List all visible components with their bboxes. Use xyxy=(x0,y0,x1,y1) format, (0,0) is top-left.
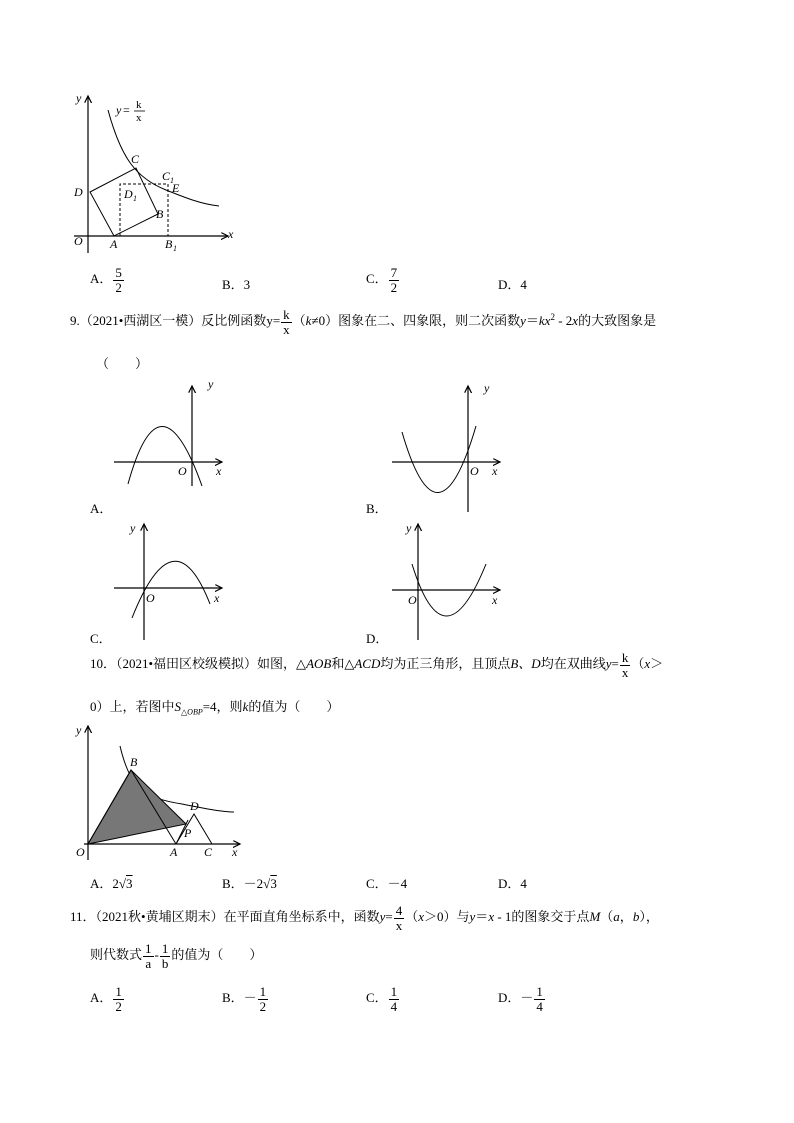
q11-option-d[interactable]: D．－ $\frac{1}{4}$ xyxy=(498,984,543,1014)
svg-text:A: A xyxy=(170,845,178,859)
q9-option-b[interactable]: B． xyxy=(366,501,388,516)
q8-pt-D: D xyxy=(74,185,83,199)
q8-curve-k: k xyxy=(136,99,142,111)
q10-option-c[interactable]: C．－4 xyxy=(366,876,408,891)
q9-graph-d xyxy=(388,518,518,642)
q9-option-a[interactable]: A． xyxy=(90,501,113,516)
q8-pt-D1: D xyxy=(124,187,133,201)
q8-pt-B1-sub: 1 xyxy=(173,244,177,253)
q9-number: 9. xyxy=(70,313,80,329)
q9-option-c[interactable]: C． xyxy=(90,631,112,646)
q8-option-a[interactable] xyxy=(90,266,125,294)
svg-text:C: C xyxy=(204,845,213,859)
q8-pt-E: E xyxy=(172,181,180,195)
q9-b-parabola xyxy=(402,426,476,493)
q10-triangle-acd xyxy=(176,814,212,844)
sqrt-icon: √ xyxy=(263,876,271,891)
q11-frac-1a: $\frac{1}{a}$ xyxy=(145,941,152,971)
svg-text:y: y xyxy=(76,723,82,737)
q10-option-d[interactable]: D．4 xyxy=(498,876,527,891)
q8-option-b[interactable]: B．3 xyxy=(222,277,251,292)
q8-origin: O xyxy=(74,234,83,248)
svg-text:B: B xyxy=(130,755,138,769)
q10-figure xyxy=(72,720,252,866)
q11-stem-line1: 11．（2021秋•黄埔区期末）在平面直角坐标系中，函数y= $\frac{4}{x}$ （x＞0）与y＝x - 1的图象交于点M（a，b）， xyxy=(70,903,659,933)
svg-text:x: x xyxy=(216,464,222,478)
q8-pt-D1-sub: 1 xyxy=(133,194,137,203)
q11-option-b[interactable]: B．－ $\frac{1}{2}$ xyxy=(222,984,267,1014)
svg-text:y: y xyxy=(484,381,490,395)
svg-text:y: y xyxy=(208,378,214,391)
q8-axis-x-label: x xyxy=(228,227,234,241)
q11-option-a[interactable]: A． $\frac{1}{2}$ xyxy=(90,984,122,1014)
q10-shaded-obp xyxy=(88,770,186,844)
q9-option-d[interactable]: D． xyxy=(366,631,389,646)
q9-a-parabola xyxy=(128,426,202,486)
q8-option-a-label: A． xyxy=(90,271,113,287)
q8-pt-B: B xyxy=(156,207,164,221)
q8-pt-C: C xyxy=(131,152,140,166)
svg-text:x: x xyxy=(492,593,498,607)
q8-axis-y-label: y xyxy=(76,91,82,105)
q9-graph-c xyxy=(110,518,240,642)
svg-text:x: x xyxy=(232,845,238,859)
svg-text:P: P xyxy=(184,826,192,840)
q8-option-c-label: C． xyxy=(366,271,388,287)
q11-stem-line2: 则代数式 $\frac{1}{a}$ - $\frac{1}{b}$ 的值为（ ） xyxy=(90,941,263,971)
q10-stem-line2: 0）上，若图中$S_{\triangle OBP}=4$，则k的值为（ ） xyxy=(90,699,340,717)
q11-option-c[interactable]: C． $\frac{1}{4}$ xyxy=(366,984,398,1014)
q8-pt-B1: B xyxy=(165,237,173,251)
q8-curve-eq: = xyxy=(123,103,130,117)
q8-square xyxy=(90,168,158,236)
q9-graph-a xyxy=(110,378,240,488)
q8-option-c-frac: $\frac{7}{2}$ xyxy=(390,265,398,295)
q8-option-c[interactable] xyxy=(366,266,400,294)
q10-frac: $\frac{k}{x}$ xyxy=(621,650,629,680)
svg-text:D: D xyxy=(190,799,199,813)
q11-frac-1b: $\frac{1}{b}$ xyxy=(161,941,169,971)
q8-option-a-frac: $\frac{5}{2}$ xyxy=(115,265,122,295)
q9-source: （2021•西湖区一模）反比例函数 xyxy=(79,313,267,329)
svg-text:y: y xyxy=(406,521,412,535)
q9-paren: （ ） xyxy=(96,356,149,371)
q8-pt-C1: C xyxy=(162,169,171,183)
q10-option-b[interactable]: B．－2√3 xyxy=(222,876,277,891)
svg-text:x: x xyxy=(492,464,498,478)
q9-yeq: y= xyxy=(266,313,281,329)
svg-text:O: O xyxy=(408,593,417,607)
svg-text:O: O xyxy=(178,464,187,478)
q10-option-a[interactable]: A．2√3 xyxy=(90,876,133,891)
q8-curve-y: y xyxy=(116,103,122,117)
sqrt-icon: √ xyxy=(118,876,127,891)
q9-graph-b xyxy=(388,378,518,514)
q8-pt-A: A xyxy=(110,237,118,251)
q11-frac: $\frac{4}{x}$ xyxy=(395,903,403,933)
q10-stem-line1: 10．（2021•福田区校级模拟）如图，△AOB和△ACD均为正三角形，且顶点B、D均在双曲线y= $\frac{k}{x}$ （x＞ xyxy=(90,650,664,680)
q8-figure xyxy=(66,88,236,258)
svg-text:O: O xyxy=(470,464,479,478)
q8-option-d[interactable]: D．4 xyxy=(498,277,527,292)
q9-frac: $\frac{k}{x}$ xyxy=(283,307,290,337)
svg-text:O: O xyxy=(146,591,155,605)
svg-text:y: y xyxy=(130,521,136,535)
svg-text:x: x xyxy=(214,591,220,605)
q8-pt-C1-sub: 1 xyxy=(170,176,174,185)
q9-stem: 9.（2021•西湖区一模）反比例函数y= $\frac{k}{x}$ （k≠0）图象在二、四象限，则二次函数$y=kx^2 - 2x$的大致图象是 xyxy=(70,307,657,337)
q8-curve-x: x xyxy=(136,112,142,124)
svg-text:O: O xyxy=(76,845,85,859)
